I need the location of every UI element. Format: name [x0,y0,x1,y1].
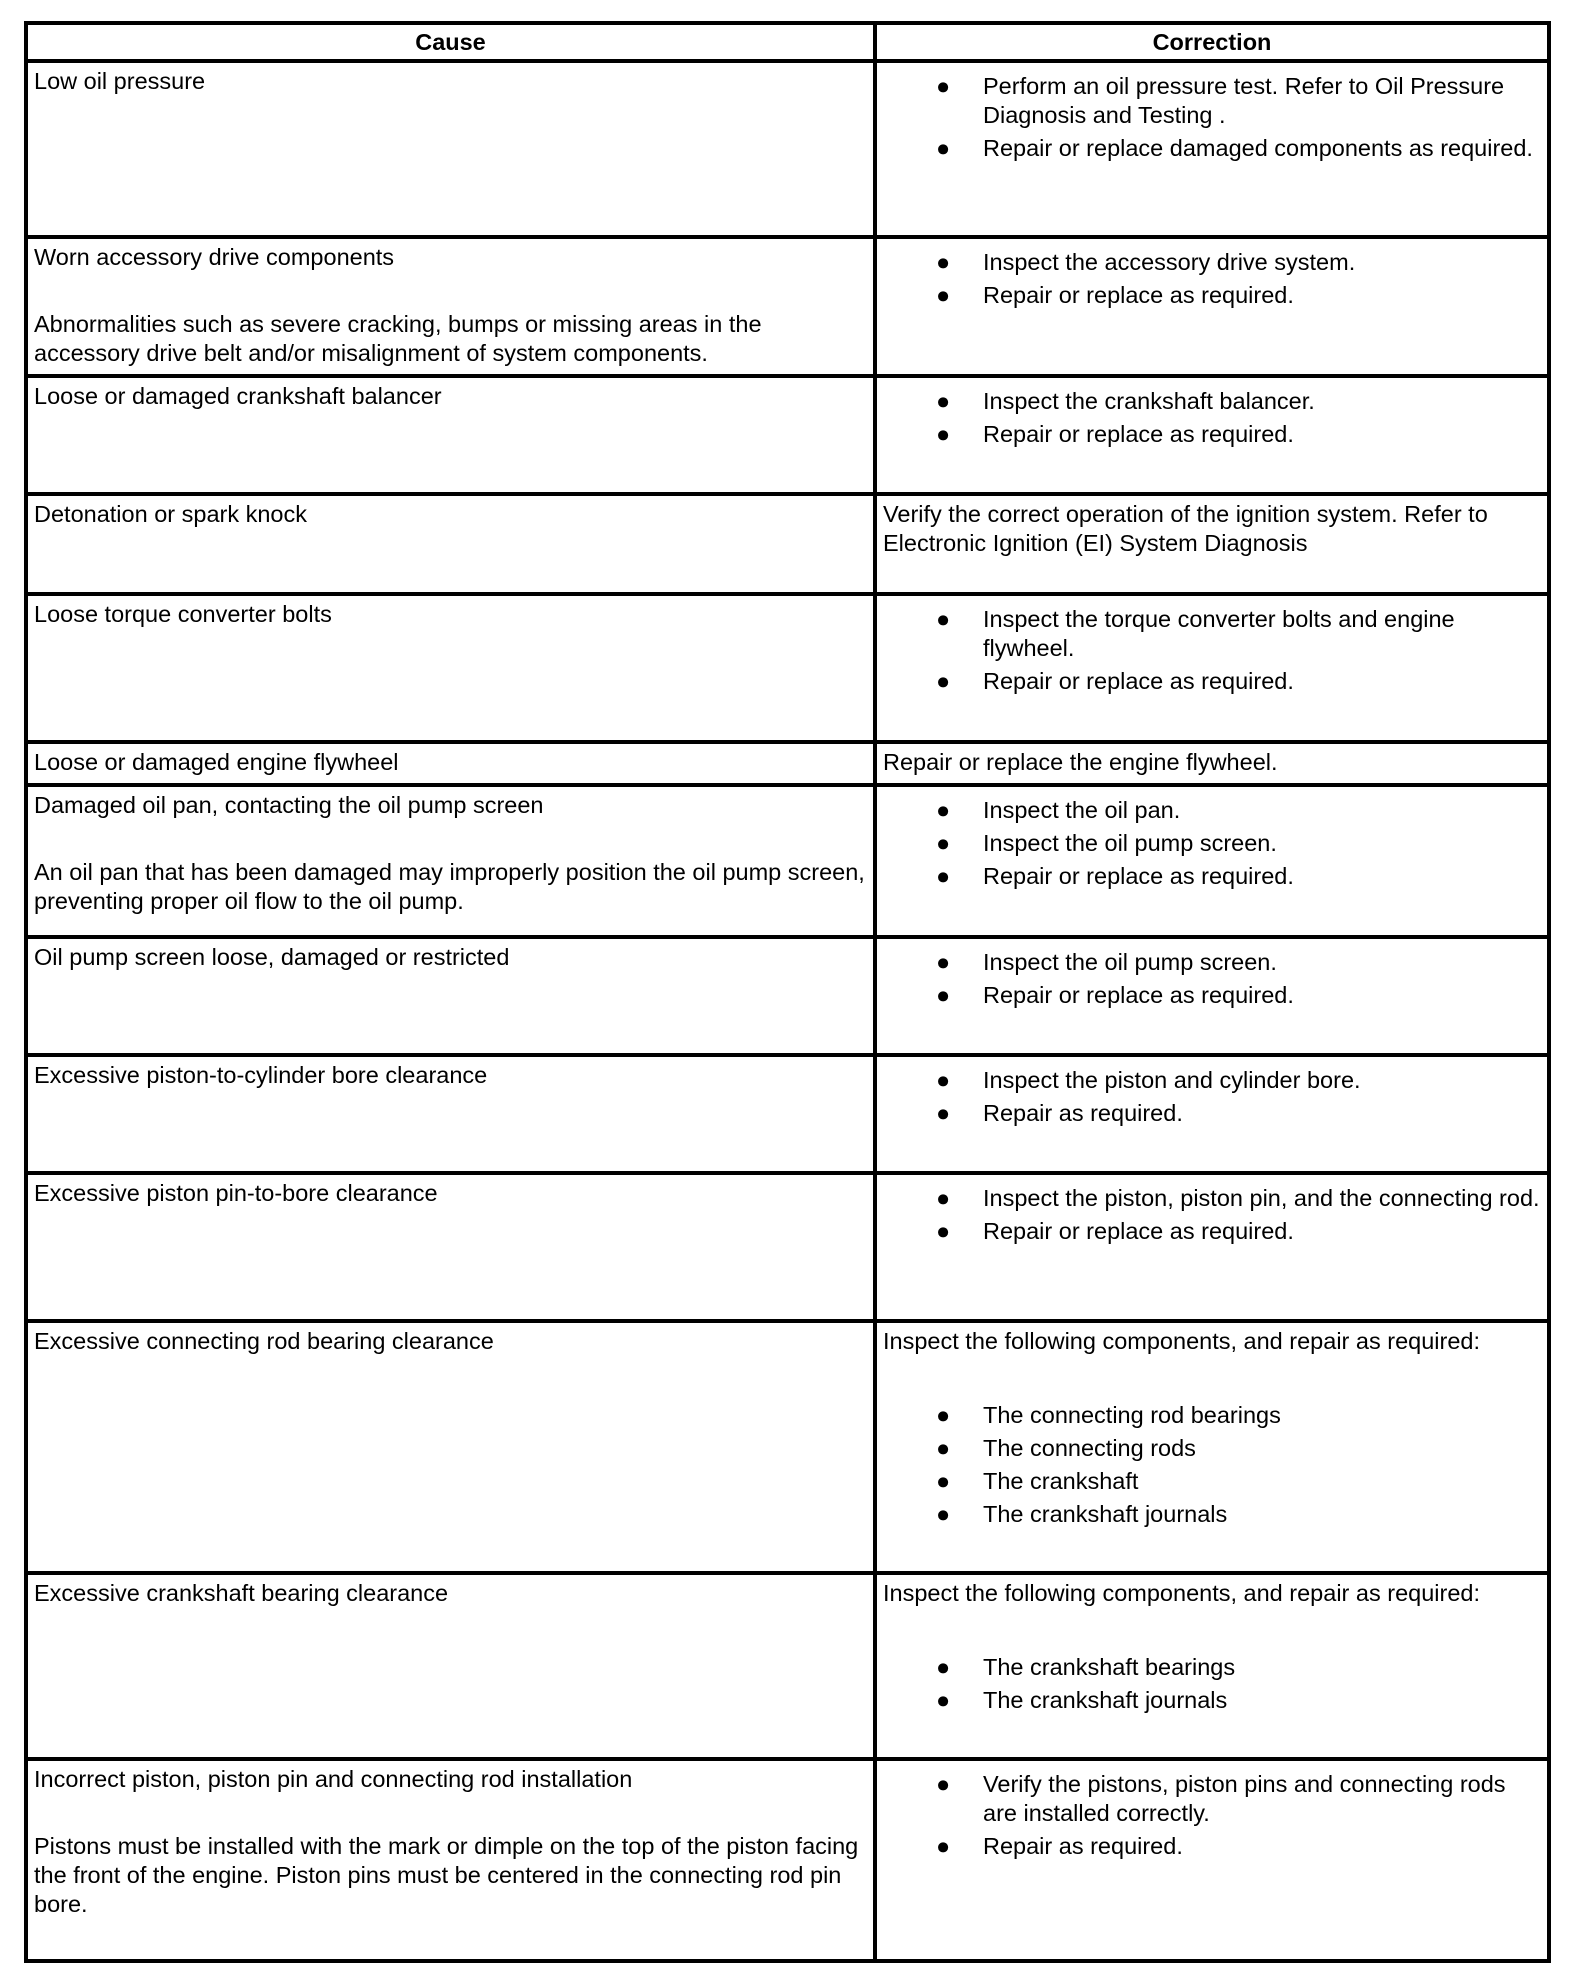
correction-item [883,387,1541,416]
correction-text: Inspect the following components, and repair as required: [883,1328,1480,1354]
bullet-icon: ● [936,949,951,975]
correction-list [883,1066,1541,1128]
correction-item [883,1500,1541,1529]
bullet-icon: ● [936,282,951,308]
correction-item [883,1832,1541,1861]
correction-item [883,1099,1541,1128]
correction-item-text: Repair or replace as required. [983,668,1294,694]
bullet-icon: ● [936,982,951,1008]
correction-cell [875,1055,1549,1173]
correction-list [883,1401,1541,1529]
header-cause: Cause [26,23,875,61]
bullet-icon: ● [936,1833,951,1859]
correction-item [883,248,1541,277]
correction-item-text: The crankshaft journals [983,1687,1228,1713]
cause-note: Abnormalities such as severe cracking, bumps or missing areas in the accessory drive belt and/or misalignment of system components. [34,311,762,366]
table-row [26,1321,1549,1573]
correction-item [883,281,1541,310]
table-row [26,937,1549,1055]
cause-cell [26,494,875,594]
bullet-icon: ● [936,797,951,823]
correction-item [883,605,1541,663]
correction-item [883,981,1541,1010]
cause-cell [26,1759,875,1961]
correction-list [883,605,1541,696]
correction-item-text: Repair or replace as required. [983,282,1294,308]
correction-cell [875,742,1549,785]
correction-text: Repair or replace the engine flywheel. [883,749,1278,775]
correction-item-text: Inspect the torque converter bolts and engine flywheel. [983,606,1455,661]
bullet-icon: ● [936,1654,951,1680]
correction-item [883,134,1541,163]
correction-item-text: Repair or replace as required. [983,1218,1294,1244]
correction-item [883,829,1541,858]
correction-item-text: Repair or replace as required. [983,982,1294,1008]
correction-cell [875,1173,1549,1321]
correction-item-text: Inspect the piston and cylinder bore. [983,1067,1361,1093]
cause-text: Loose or damaged crankshaft balancer [34,383,442,409]
correction-item [883,1467,1541,1496]
bullet-icon: ● [936,1100,951,1126]
correction-item-text: The connecting rod bearings [983,1402,1281,1428]
correction-item [883,1686,1541,1715]
diagnostic-table [24,21,1551,1963]
cause-text: Excessive connecting rod bearing clearance [34,1328,494,1354]
header-row [26,23,1549,61]
correction-list [883,72,1541,163]
cause-cell [26,937,875,1055]
correction-cell [875,1573,1549,1759]
correction-item [883,1434,1541,1463]
correction-item-text: Repair as required. [983,1100,1183,1126]
correction-item [883,1217,1541,1246]
correction-item-text: Repair or replace as required. [983,863,1294,889]
correction-item-text: Inspect the oil pump screen. [983,949,1277,975]
cause-text: Worn accessory drive components [34,244,395,270]
table-row [26,1055,1549,1173]
correction-item-text: The crankshaft [983,1468,1139,1494]
cause-text: Oil pump screen loose, damaged or restricted [34,944,510,970]
cause-text: Excessive crankshaft bearing clearance [34,1580,449,1606]
correction-list [883,1653,1541,1715]
correction-cell [875,1759,1549,1961]
correction-item [883,1770,1541,1828]
correction-item-text: Inspect the piston, piston pin, and the connecting rod. [983,1185,1540,1211]
cause-cell [26,594,875,742]
bullet-icon: ● [936,668,951,694]
correction-item-text: Inspect the crankshaft balancer. [983,388,1315,414]
bullet-icon: ● [936,606,951,632]
correction-item-text: Repair or replace damaged components as required. [983,135,1533,161]
bullet-icon: ● [936,1771,951,1797]
correction-list [883,948,1541,1010]
cause-cell [26,1173,875,1321]
correction-cell [875,1321,1549,1573]
cause-text: Excessive piston pin-to-bore clearance [34,1180,438,1206]
correction-list [883,1184,1541,1246]
cause-text: Detonation or spark knock [34,501,308,527]
bullet-icon: ● [936,830,951,856]
correction-item [883,948,1541,977]
correction-item-text: The connecting rods [983,1435,1196,1461]
cause-cell [26,785,875,937]
bullet-icon: ● [936,421,951,447]
cause-text: Low oil pressure [34,68,206,94]
bullet-icon: ● [936,1435,951,1461]
table-row [26,237,1549,376]
table-row [26,61,1549,237]
correction-item [883,1401,1541,1430]
table-row [26,785,1549,937]
cause-note: An oil pan that has been damaged may improperly position the oil pump screen, preventing proper oil flow to the oil pump. [34,859,865,914]
correction-cell [875,937,1549,1055]
bullet-icon: ● [936,1402,951,1428]
correction-item-text: Repair as required. [983,1833,1183,1859]
correction-cell [875,376,1549,494]
table-row [26,1173,1549,1321]
correction-item [883,667,1541,696]
bullet-icon: ● [936,1687,951,1713]
table-row [26,1759,1549,1961]
cause-cell [26,376,875,494]
cause-cell [26,237,875,376]
bullet-icon: ● [936,388,951,414]
correction-item-text: The crankshaft bearings [983,1654,1236,1680]
correction-list [883,248,1541,310]
bullet-icon: ● [936,863,951,889]
correction-item-text: The crankshaft journals [983,1501,1228,1527]
cause-text: Loose or damaged engine flywheel [34,749,399,775]
correction-item [883,420,1541,449]
correction-item-text: Verify the pistons, piston pins and connecting rods are installed correctly. [983,1771,1506,1826]
bullet-icon: ● [936,1468,951,1494]
correction-cell [875,237,1549,376]
correction-list [883,387,1541,449]
bullet-icon: ● [936,1501,951,1527]
cause-cell [26,1321,875,1573]
correction-item [883,72,1541,130]
table-row [26,1573,1549,1759]
table-row [26,594,1549,742]
bullet-icon: ● [936,249,951,275]
correction-text: Verify the correct operation of the ignition system. Refer to Electronic Ignition (EI) System Diagnosis [883,501,1488,556]
cause-text: Damaged oil pan, contacting the oil pump screen [34,792,544,818]
correction-text: Inspect the following components, and repair as required: [883,1580,1480,1606]
cause-text: Loose torque converter bolts [34,601,332,627]
table-row [26,494,1549,594]
correction-cell [875,594,1549,742]
correction-cell [875,494,1549,594]
correction-list [883,1770,1541,1861]
correction-item [883,1184,1541,1213]
correction-item-text: Perform an oil pressure test. Refer to Oil Pressure Diagnosis and Testing . [983,73,1505,128]
cause-cell [26,61,875,237]
correction-cell [875,785,1549,937]
correction-item [883,862,1541,891]
bullet-icon: ● [936,73,951,99]
header-correction: Correction [875,23,1549,61]
correction-list [883,796,1541,891]
cause-text: Excessive piston-to-cylinder bore clearance [34,1062,488,1088]
correction-item-text: Inspect the accessory drive system. [983,249,1356,275]
correction-item [883,1066,1541,1095]
correction-item-text: Inspect the oil pump screen. [983,830,1277,856]
bullet-icon: ● [936,1185,951,1211]
table-row [26,742,1549,785]
bullet-icon: ● [936,1067,951,1093]
cause-cell [26,742,875,785]
correction-item-text: Inspect the oil pan. [983,797,1181,823]
bullet-icon: ● [936,1218,951,1244]
bullet-icon: ● [936,135,951,161]
correction-item-text: Repair or replace as required. [983,421,1294,447]
correction-item [883,796,1541,825]
cause-cell [26,1055,875,1173]
cause-text: Incorrect piston, piston pin and connecting rod installation [34,1766,633,1792]
correction-item [883,1653,1541,1682]
cause-note: Pistons must be installed with the mark or dimple on the top of the piston facing the front of the engine. Piston pins must be centered in the connecting rod pin bore. [34,1833,859,1917]
table-row [26,376,1549,494]
correction-cell [875,61,1549,237]
cause-cell [26,1573,875,1759]
